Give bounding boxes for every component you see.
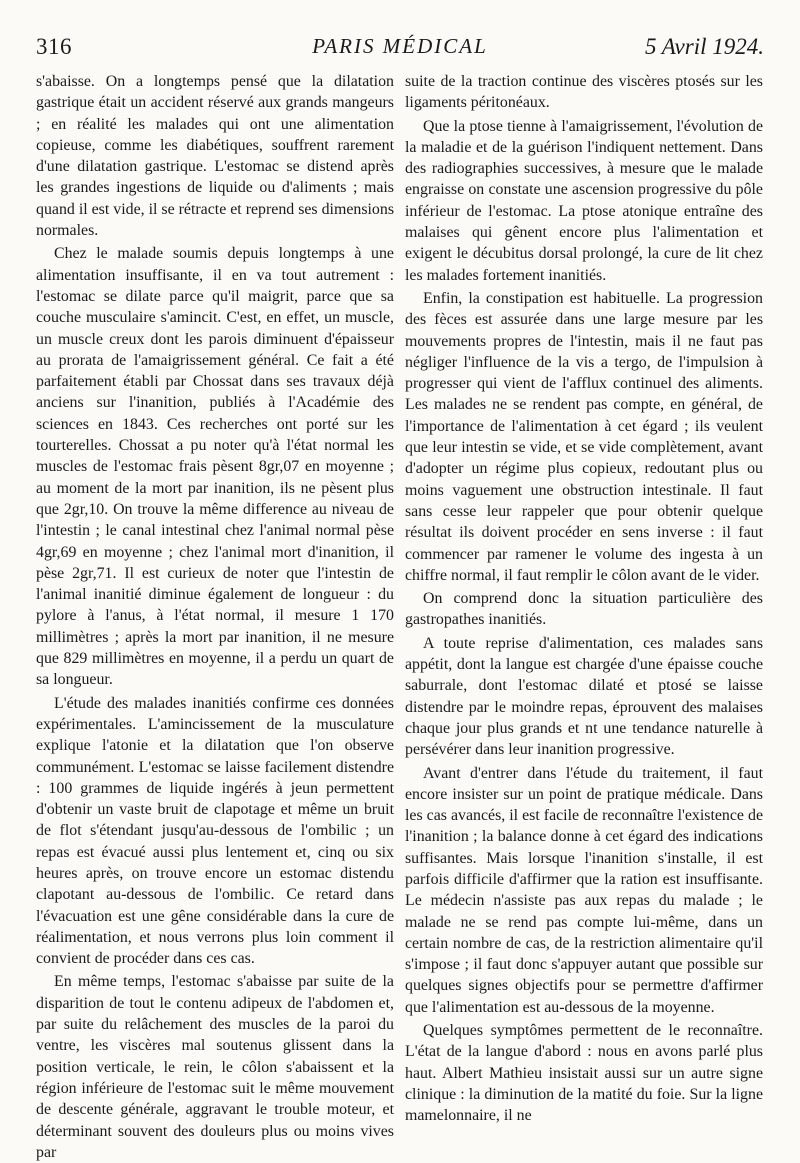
- right-column: [405, 71, 763, 1125]
- paragraph: A toute reprise d'alimentation, ces malades sans appétit, dont la langue est chargée d'une épaisse couche saburrale, dont l'estomac dilaté et ptosé se laisse distendre par le moindre repas, éprouvent des malaises chaque jour plus grands et nt une tendance naturelle à persévérer dans leur inanition progressive.: [405, 634, 763, 759]
- paragraph: Quelques symptômes permettent de le reconnaître. L'état de la langue d'abord : nous en avons parlé plus haut. Albert Mathieu insistait aussi sur un autre signe clinique : la diminution de la matité du foie. Sur la ligne mamelonnaire, il ne: [405, 1022, 763, 1125]
- paragraph: suite de la traction continue des viscères ptosés sur les ligaments péritonéaux.: [405, 73, 763, 112]
- paragraph: On comprend donc la situation particulière des gastropathes inanitiés.: [405, 590, 763, 629]
- paragraph: Que la ptose tienne à l'amaigrissement, l'évolution de la maladie et de la guérison l'indiquent nettement. Dans des radiographies successives, à mesure que le malade engraisse on constate une ascension progressive du pôle inférieur de l'estomac. La ptose atonique entraîne des malaises qui gênent encore plus l'alimentation et exigent le décubitus dorsal prolongé, la cure de lit chez les malades fortement inanitiés.: [405, 117, 763, 284]
- issue-date: 5 Avril 1924.: [644, 34, 764, 59]
- page-header: [36, 34, 764, 64]
- paragraph: Enfin, la constipation est habituelle. La progression des fèces est assurée dans une large mesure par les mouvements propres de l'intestin, mais il ne faut pas négliger l'influence de la vis a tergo, de l'impulsion à progresser qui vient de l'afflux continuel des aliments. Les malades ne se rendent pas compte, en général, de l'importance de l'alimentation à cet égard ; ils veulent que leur intestin se vide, et se vide complètement, avant d'adopter un régime plus copieux, redoutant plus ou moins vaguement une obstruction intestinale. Il faut sans cesse leur rappeler que pour obtenir quelque résultat ils doivent procéder en sens inverse : il faut commencer par ramener le volume des ingesta à un chiffre normal, il faut remplir le côlon avant de le vider.: [405, 289, 763, 584]
- paragraph: L'étude des malades inanitiés confirme ces données expérimentales. L'amincissement de la musculature explique l'atonie et la dilatation que l'on observe communément. L'estomac se laisse facilement distendre : 100 grammes de liquide ingérés à jeun permettent d'obtenir un vaste bruit de clapotage et même un bruit de flot s'étendant jusqu'au-dessous de l'ombilic ; un repas est évacué aussi plus lentement et, cinq ou six heures après, on trouve encore un estomac distendu clapotant au-dessous de l'ombilic. Ce retard dans l'évacuation est une gêne considérable dans la cure de réalimentation, et nous verrons plus loin comment il convient de procéder dans ces cas.: [36, 694, 394, 968]
- page-number: 316: [36, 34, 72, 59]
- paragraph: Avant d'entrer dans l'étude du traitement, il faut encore insister sur un point de pratique médicale. Dans les cas avancés, il est facile de reconnaître l'existence de l'inanition ; la balance donne à cet égard des indications suffisantes. Mais lorsque l'inanition s'installe, il est parfois difficile d'affirmer que la ration est insuffisante. Le médecin n'assiste pas aux repas du malade ; le malade ne se rend pas compte lui-même, dans un certain nombre de cas, de la restriction alimentaire qu'il s'impose ; il faut donc s'appuyer autant que possible sur quelques signes objectifs pour se permettre d'affirmer que l'alimentation est au-dessous de la moyenne.: [405, 764, 763, 1016]
- left-column: [36, 71, 394, 1161]
- paragraph: s'abaisse. On a longtemps pensé que la dilatation gastrique était un accident réservé aux grands mangeurs ; en réalité les malades qui ont une alimentation copieuse, comme les diabétiques, souffrent rarement d'une dilatation gastrique. L'estomac se distend après les grandes ingestions de liquide ou d'aliments ; mais quand il est vide, il se rétracte et reprend ses dimensions normales.: [36, 73, 394, 240]
- paragraph: En même temps, l'estomac s'abaisse par suite de la disparition de tout le contenu adipeux de l'abdomen et, par suite du relâchement des muscles de la paroi du ventre, les viscères mal soutenus glissent dans la position verticale, le rein, le côlon s'abaissent et la région inférieure de l'estomac suit le même mouvement de descente générale, aggravant le trouble moteur, et déterminant souvent des douleurs plus ou moins vives par: [36, 973, 394, 1161]
- running-title: PARIS MÉDICAL: [312, 34, 488, 58]
- paragraph: Chez le malade soumis depuis longtemps à une alimentation insuffisante, il en va tout autrement : l'estomac se dilate parce qu'il maigrit, parce que sa couche musculaire s'amincit. C'est, en effet, un muscle, un muscle creux dont les parois diminuent d'épaisseur au prorata de l'amaigrissement général. Ce fait a été parfaitement établi par Chossat dans ses travaux déjà anciens sur l'inanition, publiés à l'Académie des sciences en 1843. Ces recherches ont porté sur les tourterelles. Chossat a pu noter qu'à l'état normal les muscles de l'estomac frais pèsent 8gr,07 en moyenne ; au moment de la mort par inanition, ils ne pèsent plus que 2gr,10. On trouve la même difference au niveau de l'intestin ; le canal intestinal chez l'animal normal pèse 4gr,69 en moyenne ; chez l'animal mort d'inanition, il pèse 2gr,71. Il est curieux de noter que l'intestin de l'animal inanitié diminue également de longueur : du pylore à l'anus, à l'état normal, il mesure 1 170 millimètres ; après la mort par inanition, il ne mesure que 829 millimètres en moyenne, il a perdu un quart de sa longueur.: [36, 245, 394, 689]
